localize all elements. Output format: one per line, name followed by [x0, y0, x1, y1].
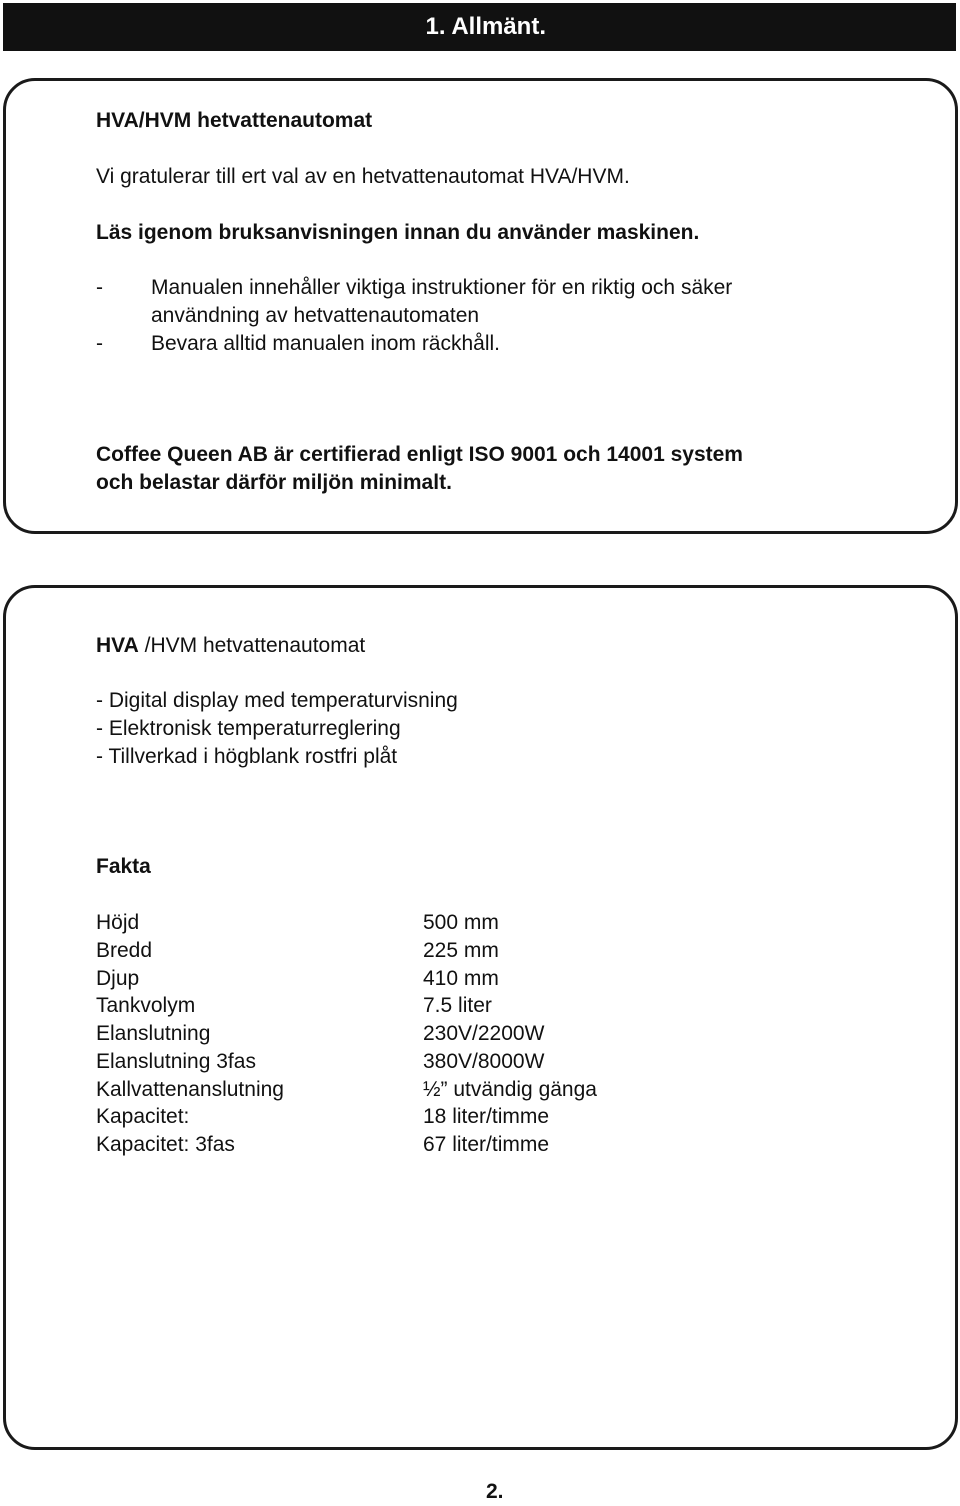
- product-title: [96, 632, 365, 660]
- fact-value: 7.5 liter: [423, 994, 492, 1017]
- certification-line: Coffee Queen AB är certifierad enligt ISO 9001 och 14001 system: [96, 443, 743, 466]
- fact-label: Tankvolym: [96, 994, 196, 1017]
- product-title-rest: /HVM hetvattenautomat: [138, 634, 366, 657]
- intro-read-manual: Läs igenom bruksanvisningen innan du använder maskinen.: [96, 221, 700, 244]
- fact-value: ½” utvändig gänga: [423, 1078, 597, 1101]
- fact-label: Kapacitet: 3fas: [96, 1133, 235, 1156]
- product-title-bold: HVA: [96, 634, 139, 657]
- intro-congrats: Vi gratulerar till ert val av en hetvattenautomat HVA/HVM.: [96, 165, 630, 188]
- feature-item: - Elektronisk temperaturreglering: [96, 717, 401, 740]
- bullet-dash: -: [96, 332, 103, 355]
- bullet-line: Bevara alltid manualen inom räckhåll.: [151, 332, 501, 355]
- fact-value: 230V/2200W: [423, 1022, 545, 1045]
- fact-label: Djup: [96, 967, 140, 990]
- feature-item: - Digital display med temperaturvisning: [96, 689, 458, 712]
- fact-label: Elanslutning: [96, 1022, 211, 1045]
- fact-value: 500 mm: [423, 911, 499, 934]
- fact-label: Kapacitet:: [96, 1105, 190, 1128]
- page-number: 2.: [486, 1480, 504, 1503]
- fact-value: 67 liter/timme: [423, 1133, 550, 1156]
- fact-value: 18 liter/timme: [423, 1105, 550, 1128]
- facts-heading: Fakta: [96, 855, 151, 878]
- section-header-bar: [3, 3, 956, 51]
- intro-title: HVA/HVM hetvattenautomat: [96, 109, 373, 132]
- section-title: 1. Allmänt.: [425, 13, 546, 40]
- fact-value: 380V/8000W: [423, 1050, 545, 1073]
- bullet-line: Manualen innehåller viktiga instruktioner för en riktig och säker: [151, 276, 733, 299]
- fact-value: 225 mm: [423, 939, 499, 962]
- certification-line: och belastar därför miljön minimalt.: [96, 471, 452, 494]
- fact-value: 410 mm: [423, 967, 499, 990]
- fact-label: Kallvattenanslutning: [96, 1078, 284, 1101]
- fact-label: Höjd: [96, 911, 140, 934]
- fact-label: Bredd: [96, 939, 153, 962]
- bullet-dash: -: [96, 276, 103, 299]
- bullet-line: användning av hetvattenautomaten: [151, 304, 480, 327]
- fact-label: Elanslutning 3fas: [96, 1050, 256, 1073]
- feature-item: - Tillverkad i högblank rostfri plåt: [96, 745, 398, 768]
